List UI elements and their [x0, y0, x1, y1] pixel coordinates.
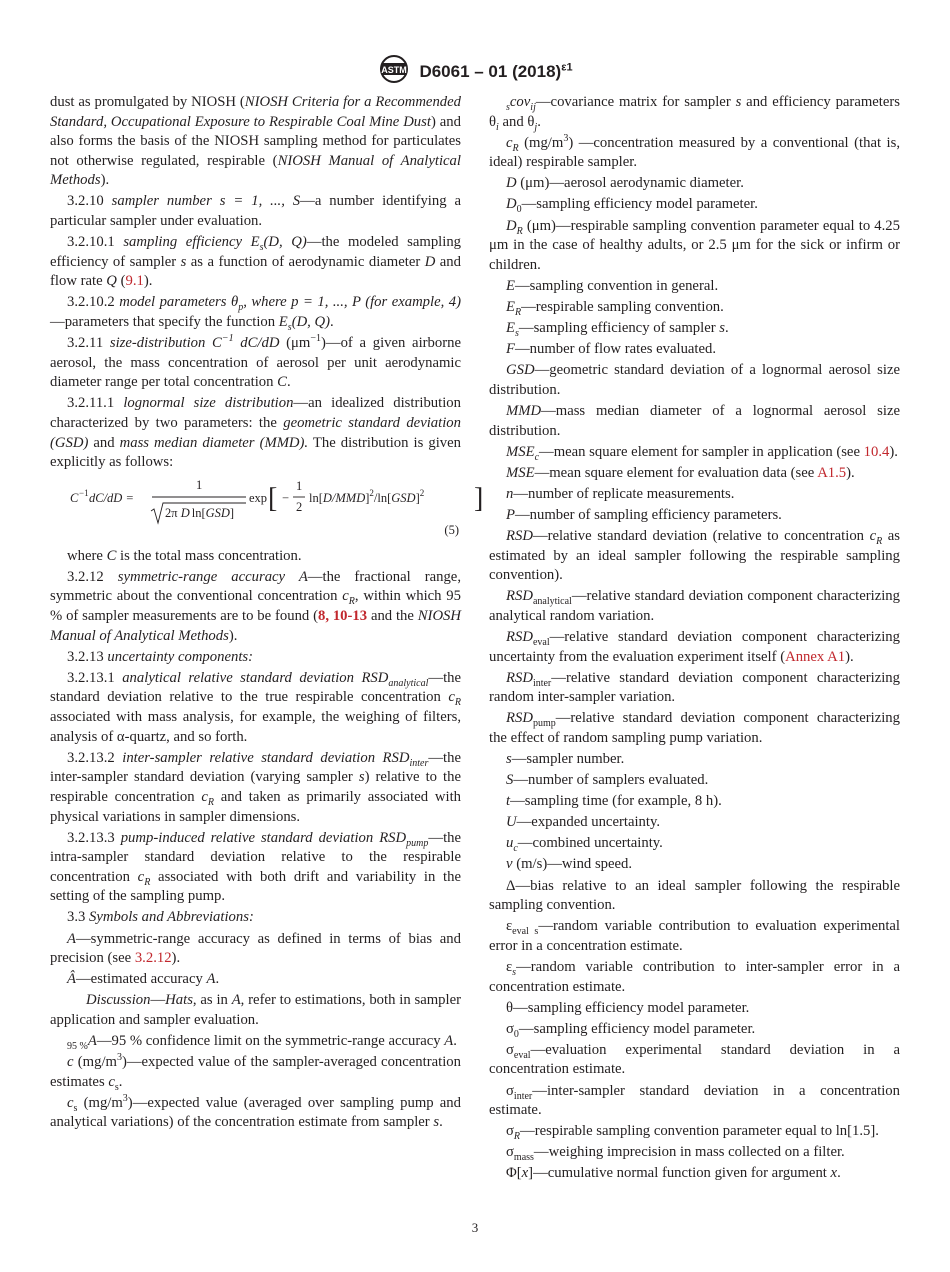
link-annex-a1[interactable]: Annex A1 — [785, 648, 846, 665]
section-3-2-13-3: 3.2.13.3 pump-induced relative standard deviation $RSD_{pump}—the$ intra-sampler standard deviation relative to the respirable concentration $c_R$ associated with both drift and variability in the setting of the sampling pump. — [50, 829, 462, 905]
svg-text:]: ] — [474, 482, 484, 514]
symbol-A: A—symmetric-range accuracy as defined in terms of bias and precision (see 3.2.12). — [50, 930, 461, 967]
link-9-1[interactable]: 9.1 — [125, 273, 144, 290]
svg-text:ASTM: ASTM — [381, 65, 408, 75]
symbol-n: n—number of replicate measurements. — [506, 485, 735, 502]
svg-text:exp: exp — [249, 490, 268, 505]
symbol-A-hat: Â—estimated accuracy A. — [67, 971, 220, 988]
symbol-v: v (m/s)—wind speed. — [506, 856, 633, 873]
symbol-Es: $E_s—sampling$ efficiency of sampler s. — [506, 320, 729, 339]
standard-designation: D6061 – 01 $(2018)^{\varepsilon 1}$ — [419, 60, 573, 81]
symbol-S: S—number of samplers evaluated. — [506, 772, 709, 789]
section-3-2-10: 3.2.10 sampler number s = 1, ..., S—a number identifying a particular sampler under evaluation. — [50, 193, 462, 230]
paragraph-where-c: where C is the total mass concentration. — [67, 547, 302, 564]
link-10-4[interactable]: 10.4 — [863, 443, 890, 460]
page-header — [0, 54, 950, 89]
section-3-3: 3.3 Symbols and Abbreviations: — [67, 909, 254, 926]
equation-5 — [50, 477, 484, 539]
right-column — [489, 93, 900, 1185]
symbol-95-A: $_{95 \%}$A—95 % confidence limit on the symmetric-range accuracy A. — [67, 1033, 457, 1052]
symbol-D0: $D_0—sampling$ efficiency model parameter. — [506, 196, 758, 216]
link-3-2-12[interactable]: 3.2.12 — [134, 950, 172, 967]
symbol-eps-s: $\varepsilon_s—random$ variable contribution to inter-sampler error in a concentration estimate. — [489, 958, 900, 995]
symbol-GSD: GSD—geometric standard deviation of a lognormal aerosol size distribution. — [489, 362, 900, 398]
section-3-2-10-2: 3.2.10.2 model parameters $\theta_p$, where p = 1, ..., P (for example, 4)—parameters that specify the function $E_s(D$, Q). — [50, 294, 462, 333]
svg-text:dC/dD =: dC/dD = — [89, 490, 134, 505]
symbol-DR: $D_R$ (μm)—respirable sampling convention parameter equal to 4.25 μm in the case of healthy adults, or 2.5 μm for the sick or infirm or children. — [489, 217, 900, 273]
symbol-MMD: MMD—mass median diameter of a lognormal aerosol size distribution. — [489, 402, 900, 439]
symbol-E: E—sampling convention in general. — [506, 277, 719, 294]
symbol-ER: $E_R—respirable$ sampling convention. — [506, 298, 724, 318]
symbol-phi: Φ[x]—cumulative normal function given for argument x. — [506, 1165, 841, 1182]
svg-text:−: − — [282, 490, 290, 505]
symbol-sigma0: $\sigma_0—sampling$ efficiency model parameter. — [506, 1020, 756, 1040]
section-3-2-12: 3.2.12 symmetric-range accuracy A—the fractional range, symmetric about the conventional concentration $c_R$, within which 95 % of sampler measurements are to be found (8, 10-13 and the NIOSH Manual of Analytical Methods). — [50, 568, 461, 644]
section-3-2-10-1: 3.2.10.1 sampling efficiency $E_s(D$, Q)—the modeled sampling efficiency of sampler s as a function of aerodynamic diameter D and flow rate Q (9.1). — [50, 234, 462, 290]
symbol-RSD-pump: $RSD_{pump}—relative$ standard deviation component characterizing the effect of random sampling pump variation. — [489, 710, 900, 746]
symbol-F: F—number of flow rates evaluated. — [506, 341, 717, 358]
symbol-sigma-mass: $\sigma_{mass}—weighing$ imprecision in mass collected on a filter. — [506, 1144, 845, 1164]
left-column — [50, 93, 484, 1135]
symbol-cR: $c_R$ $(mg/m^3)$ —concentration measured by a conventional (that is, ideal) respirable sampler. — [489, 132, 901, 171]
section-3-2-13-2: 3.2.13.2 inter-sampler relative standard deviation $RSD_{inter}—the$ inter-sampler standard deviation (varying sampler s) relative to the respirable concentration $c_R$ and taken as primarily associated with physical variations in sampler dimensions. — [50, 749, 462, 825]
symbol-RSD-eval: $RSD_{eval}—relative$ standard deviation component characterizing uncertainty from the evaluation experiment itself (Annex A1). — [489, 628, 900, 665]
svg-text:2π Dln[GSD]: 2π D ln[GSD] — [165, 505, 235, 520]
discussion-hats: Discussion—Hats, as in A, refer to estimations, both in sampler application and sampler evaluation. — [50, 992, 461, 1028]
paragraph-niosh: dust as promulgated by NIOSH (NIOSH Criteria for a Recommended Standard, Occupational Exposure to Respirable Coal Mine Dust) and also forms the basis of the NIOSH sampling method for particulates not otherwise regulated, respirable (NIOSH Manual of Analytical Methods). — [50, 94, 461, 189]
astm-logo-icon — [377, 54, 411, 89]
symbol-c: c $(mg/m^3)—expected$ value of the sampler-averaged concentration estimates $c_s$. — [50, 1052, 461, 1093]
section-3-2-11-1: 3.2.11.1 lognormal size distribution—an idealized distribution characterized by two parameters: the geometric standard deviation (GSD) and mass median diameter (MMD). The distribution is given explicitly as follows: — [50, 395, 461, 471]
svg-text:1: 1 — [296, 478, 303, 493]
section-3-2-13: 3.2.13 uncertainty components: — [67, 648, 254, 665]
svg-text:ln[D/MMD]2/ln[GSD]2: $\ln[D/MMD]^2/\ln[GSD]^2$ — [309, 487, 425, 505]
svg-text:−1: −1 — [79, 487, 89, 498]
symbol-eps-eval: $\varepsilon_{eval s}—random$ variable contribution to evaluation experimental error in a concentration estimate. — [489, 918, 900, 954]
symbol-t: t—sampling time (for example, 8 h). — [506, 793, 722, 810]
symbol-sigma-eval: $\sigma_{eval}—evaluation$ experimental standard deviation in a concentration estimate. — [489, 1041, 900, 1078]
svg-text:C: C — [70, 490, 79, 505]
page-number: 3 — [471, 1220, 479, 1235]
svg-text:[: [ — [268, 482, 278, 514]
symbol-RSD-analytical: $RSD_{analytical}—relative$ standard deviation component characterizing analytical random variation. — [489, 588, 900, 624]
equation-number: (5) — [444, 522, 459, 537]
symbol-theta: θ—sampling efficiency model parameter. — [506, 999, 750, 1016]
symbol-RSD-inter: $RSD_{inter}—relative$ standard deviation component characterizing random inter-sampler variation. — [489, 669, 900, 706]
symbol-MSE: MSE—mean square element for evaluation data (see A1.5). — [506, 464, 855, 481]
designation-superscript: ε1 — [561, 60, 573, 73]
svg-text:1: 1 — [196, 477, 203, 492]
symbol-s: s—sampler number. — [506, 751, 625, 767]
symbol-sigma-R: $\sigma_R—respirable$ sampling convention parameter equal to ln[1.5]. — [506, 1123, 879, 1143]
svg-text:2: 2 — [296, 499, 303, 514]
link-references-8-10-13[interactable]: 8, 10-13 — [317, 608, 368, 625]
section-3-2-11: 3.2.11 size-distribution $C^{-1}$ dC/dD $(\mu m^{-1})—of$ a given airborne aerosol, the mass concentration of aerosol per unit aerodynamic diameter range per total concentration C. — [50, 333, 461, 391]
symbol-sigma-inter: $\sigma_{inter}—inter$-sampler standard deviation in a concentration estimate. — [489, 1082, 900, 1119]
symbol-D: D (μm)—aerosol aerodynamic diameter. — [506, 175, 744, 192]
symbol-MSEc: $MSE_c—mean$ square element for sampler in application (see 10.4). — [506, 443, 898, 463]
link-A1-5[interactable]: A1.5 — [817, 464, 847, 481]
symbol-delta: Δ—bias relative to an ideal sampler following the respirable sampling convention. — [489, 877, 900, 914]
section-3-2-13-1: 3.2.13.1 analytical relative standard deviation $RSD_{analytical}—the$ standard deviation relative to the true respirable concentration $c_R$ associated with mass analysis, for example, the weighing of filters, analysis of α-quartz, and so forth. — [50, 669, 462, 745]
symbol-U: U—expanded uncertainty. — [506, 814, 661, 831]
symbol-uc: $u_c—combined$ uncertainty. — [506, 835, 663, 855]
symbol-scov: $_s$cov$_{ij}$—covariance matrix for sampler s and efficiency parameters $\theta_i$ and $\theta_j$. — [489, 94, 900, 133]
symbol-RSD: RSD—relative standard deviation (relative to concentration $c_R$ as estimated by an ideal sampler following the respirable sampling convention). — [489, 527, 900, 584]
symbol-cs: $c_s$ $(mg/m^3)—expected$ value (averaged over sampling pump and analytical variations) of the concentration estimate from sampler s. — [50, 1092, 461, 1131]
symbol-P: P—number of sampling efficiency parameters. — [506, 506, 782, 523]
